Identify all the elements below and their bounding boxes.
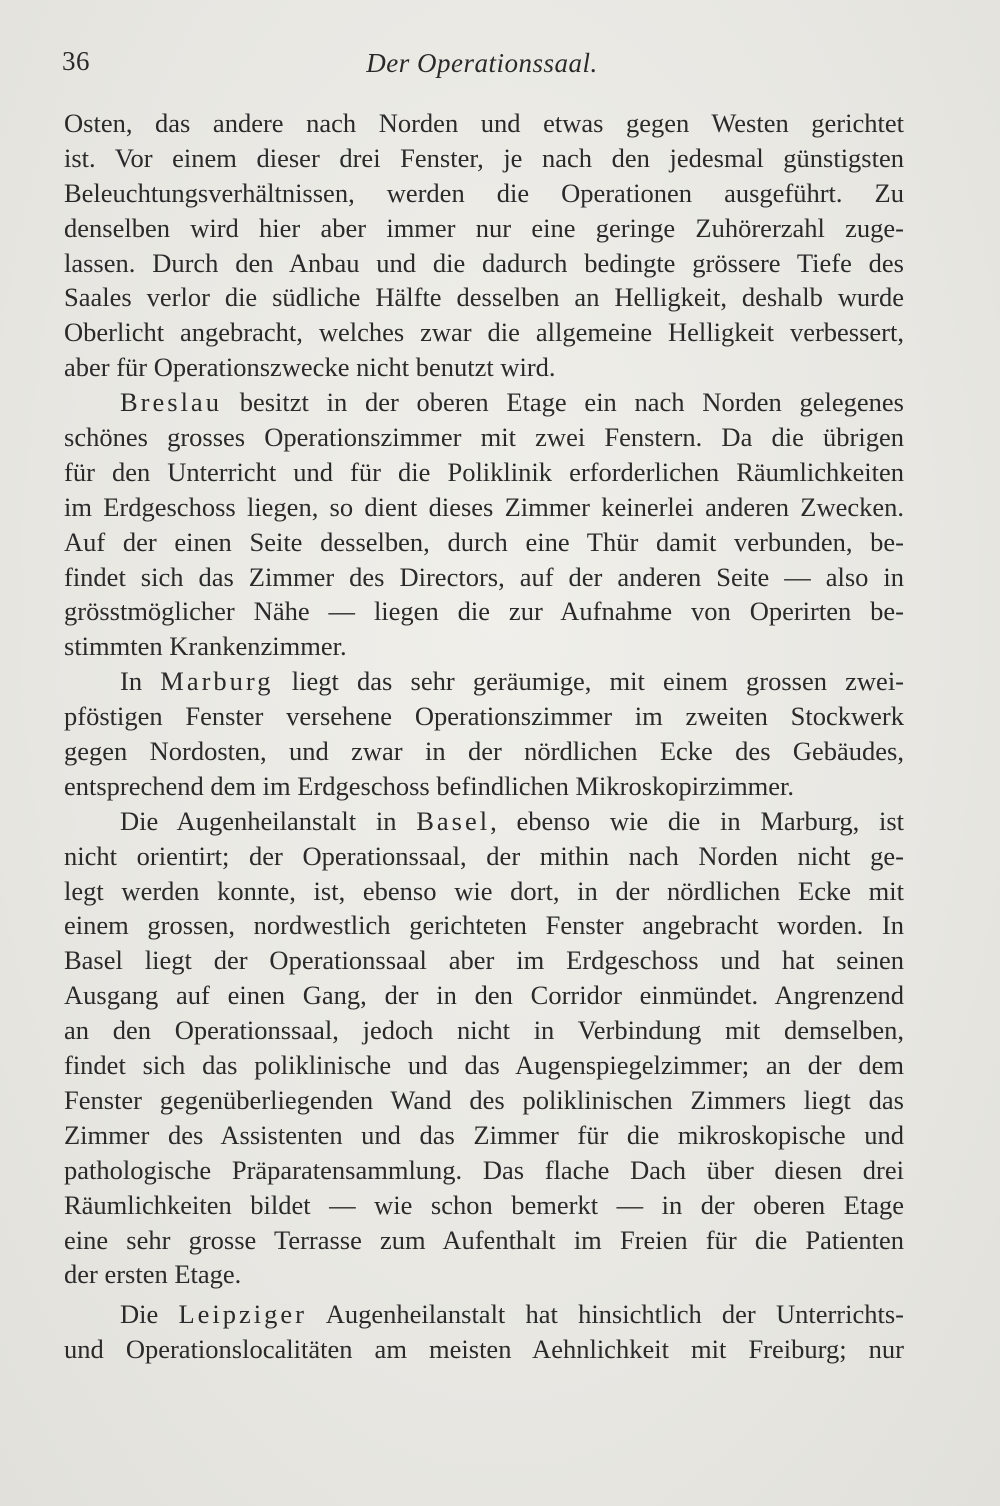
text-line: nicht orientirt; der Operationssaal, der mithin nach Norden nicht ge- [64, 840, 904, 871]
place-name-leipziger: Leipziger [178, 1299, 307, 1330]
paragraph [64, 106, 904, 385]
text-line: gegen Nordosten, und zwar in der nördlichen Ecke des Gebäudes, [64, 736, 904, 767]
text-line: der ersten Etage. [64, 1259, 242, 1290]
text-line: Zimmer des Assistenten und das Zimmer für die mikroskopische und [64, 1119, 904, 1150]
text-run: , ebenso wie die in Marburg, ist [490, 805, 904, 836]
text-line: für den Unterricht und für die Poliklinik erforderlichen Räumlichkeiten [64, 456, 904, 487]
paragraph [64, 385, 904, 664]
text-line: an den Operationssaal, jedoch nicht in Verbindung mit demselben, [64, 1015, 904, 1046]
text-line: aber für Operationszwecke nicht benutzt wird. [64, 352, 556, 383]
text-line [64, 664, 904, 699]
text-line: und Operationslocalitäten am meisten Aehnlichkeit mit Freiburg; nur [64, 1334, 904, 1365]
text-line: stimmten Krankenzimmer. [64, 631, 347, 662]
text-line: findet sich das Zimmer des Directors, auf der anderen Seite — also in [64, 561, 904, 592]
text-line: Osten, das andere nach Norden und etwas gegen Westen gerichtet [64, 108, 904, 138]
paragraph [64, 804, 904, 1292]
text-line: einem grossen, nordwestlich gerichteten Fenster angebracht worden. In [64, 910, 904, 941]
place-name-marburg: Marburg [160, 666, 274, 697]
text-line: Fenster gegenüberliegenden Wand des poliklinischen Zimmers liegt das [64, 1084, 904, 1115]
text-line: Oberlicht angebracht, welches zwar die allgemeine Helligkeit verbessert, [64, 317, 904, 348]
text-line: pföstigen Fenster versehene Operationszimmer im zweiten Stockwerk [64, 701, 904, 732]
text-run: besitzt in der oberen Etage ein nach Norden gelegenes [221, 387, 904, 418]
text-line: schönes grosses Operationszimmer mit zwei Fenstern. Da die übrigen [64, 422, 904, 453]
text-line: lassen. Durch den Anbau und die dadurch bedingte grössere Tiefe des [64, 247, 904, 278]
text-line: Basel liegt der Operationssaal aber im Erdgeschoss und hat seinen [64, 945, 904, 976]
text-line: eine sehr grosse Terrasse zum Aufenthalt im Freien für die Patienten [64, 1224, 904, 1255]
text-line: legt werden konnte, ist, ebenso wie dort, in der nördlichen Ecke mit [64, 875, 904, 906]
place-name-basel: Basel [416, 805, 491, 836]
body-text [64, 106, 904, 1367]
text-line [64, 1297, 904, 1332]
text-line: findet sich das poliklinische und das Augenspiegelzimmer; an der dem [64, 1050, 904, 1081]
text-line: pathologische Präparatensammlung. Das flache Dach über diesen drei [64, 1154, 904, 1185]
text-line [64, 804, 904, 839]
text-line: im Erdgeschoss liegen, so dient dieses Zimmer keinerlei anderen Zwecken. [64, 491, 904, 522]
text-line: grösstmöglicher Nähe — liegen die zur Aufnahme von Operirten be- [64, 596, 904, 627]
text-line: Räumlichkeiten bildet — wie schon bemerkt — in der oberen Etage [64, 1189, 904, 1220]
paragraph [64, 1297, 904, 1367]
place-name-breslau: Breslau [120, 387, 222, 418]
text-run: In [120, 666, 161, 697]
text-line: entsprechend dem im Erdgeschoss befindlichen Mikroskopirzimmer. [64, 770, 795, 801]
text-line: Auf der einen Seite desselben, durch eine Thür damit verbunden, be- [64, 526, 904, 557]
paragraph [64, 664, 904, 804]
text-line: Ausgang auf einen Gang, der in den Corridor einmündet. Angrenzend [64, 980, 904, 1011]
text-line: Beleuchtungsverhältnissen, werden die Operationen ausgeführt. Zu [64, 177, 904, 208]
text-run: Die [120, 1299, 179, 1330]
text-line: denselben wird hier aber immer nur eine geringe Zuhörerzahl zuge- [64, 212, 904, 243]
running-title: Der Operationssaal. [366, 48, 598, 78]
page-number: 36 [62, 46, 90, 76]
text-line [64, 385, 904, 420]
text-run: Augenheilanstalt hat hinsichtlich der Unterrichts- [307, 1299, 904, 1330]
text-run: liegt das sehr geräumige, mit einem grossen zwei- [273, 666, 905, 697]
text-line: ist. Vor einem dieser drei Fenster, je nach den jedesmal günstigsten [64, 142, 904, 173]
text-line: Saales verlor die südliche Hälfte desselben an Helligkeit, deshalb wurde [64, 282, 904, 313]
text-run: Die Augenheilanstalt in [120, 805, 417, 836]
running-head [62, 46, 902, 86]
